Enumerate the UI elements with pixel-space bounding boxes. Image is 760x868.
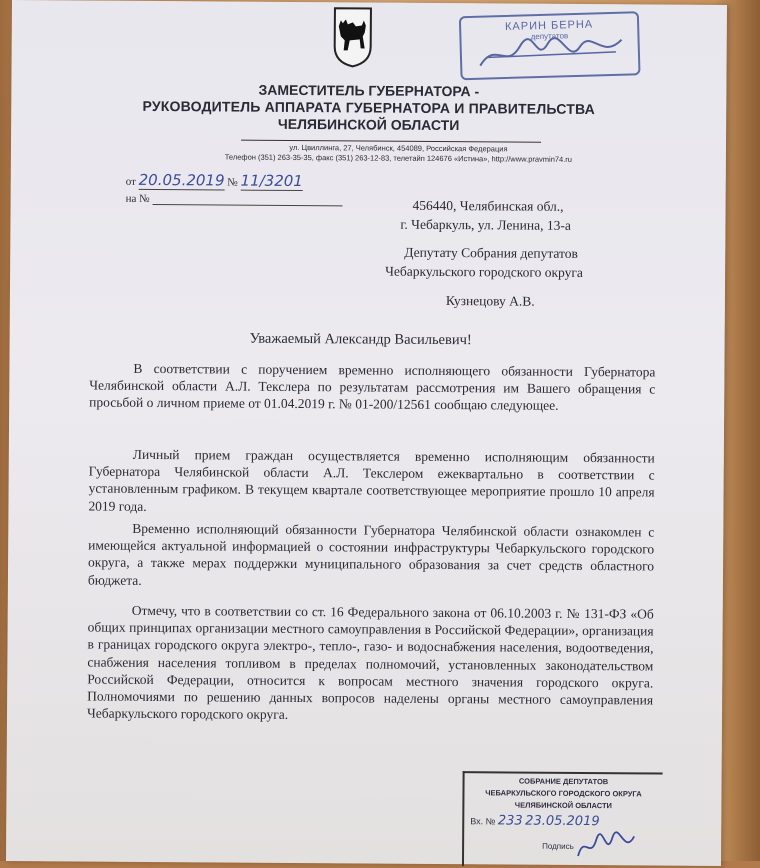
recipient-name: Кузнецову А.В. <box>445 293 535 309</box>
body-paragraph-2 <box>88 446 654 519</box>
recipient-position-line1: Депутату Собрания депутатов <box>404 244 578 261</box>
incoming-registration-stamp <box>462 771 663 867</box>
stamp-top-line2: депутатов <box>530 31 569 42</box>
header-address: ул. Цвиллинга, 27, Челябинск, 454089, Российская Федерация <box>289 142 508 154</box>
reference-line <box>126 193 343 207</box>
letter-page <box>6 0 727 866</box>
reference-prefix: на № <box>125 192 150 205</box>
salutation: Уважаемый Александр Васильевич! <box>249 330 472 349</box>
body-paragraph-2-text: Личный прием граждан осуществляется временно исполняющим обязанности Губернатора Челябинской области А.Л. Текслером ежеквартально в соответствии с установленным графиком. В текущем квартале соответствующее мероприятие прошло 10 апреля 2019 года. <box>88 446 655 514</box>
signature-top-icon <box>475 32 626 76</box>
header-title-line1: ЗАМЕСТИТЕЛЬ ГУБЕРНАТОРА - <box>258 81 480 100</box>
received-stamp-top <box>459 11 641 80</box>
body-paragraph-4-text: Отмечу, что в соответствии со ст. 16 Федерального закона от 06.10.2003 г. № 131-ФЗ «Об общих принципах организации местного самоуправления в Российской Федерации», организация в границах городского округа электро-, тепло-, газо- и водоснабжения населения, водоотведения, снабжения населения топливом в пределах полномочий, установленных законодательством Российской Федерации, относится к вопросам местного значения городского округа. Полномочиями по решению данных вопросов наделены органы местного самоуправления Чебаркульского городского округа. <box>86 602 654 723</box>
recipient-position-line2: Чебаркульского городского округа <box>385 263 583 280</box>
coat-of-arms-icon <box>332 6 374 68</box>
stamp-bottom-line3: ЧЕЛЯБИНСКОЙ ОБЛАСТИ <box>514 800 612 811</box>
incoming-date: 23.05.2019 <box>525 813 600 830</box>
body-paragraph-3 <box>88 520 654 593</box>
registration-date: 20.05.2019 <box>138 170 225 190</box>
header-title-line3: ЧЕЛЯБИНСКОЙ ОБЛАСТИ <box>277 115 460 134</box>
header-contacts: Телефон (351) 263-35-35, факс (351) 263-12-83, телетайп 124676 «Истина», http://www.pravmin74.ru <box>224 152 573 164</box>
stamp-bottom-line1: СОБРАНИЕ ДЕПУТАТОВ <box>518 776 609 787</box>
signature-label: Подпись <box>542 841 574 851</box>
number-prefix: № <box>227 176 238 189</box>
incoming-number-line <box>470 813 599 829</box>
incoming-prefix: Вх. № <box>470 816 496 827</box>
reference-blank <box>152 204 342 206</box>
body-paragraph-1 <box>89 360 655 416</box>
recipient-address-line2: г. Чебаркуль, ул. Ленина, 13-а <box>400 216 571 233</box>
body-paragraph-3-text: Временно исполняющий обязанности Губернатора Челябинской области ознакомлен с имеющейся актуальной информацией о состоянии инфраструктуры Чебаркульского городского округа, а также мерах поддержки муниципального образования за счет средств областного бюджета. <box>87 520 655 588</box>
recipient-address-line1: 456440, Челябинская обл., <box>412 197 564 214</box>
signature-bottom-icon <box>576 830 636 862</box>
registration-line <box>126 171 303 191</box>
body-paragraph-4 <box>87 602 654 726</box>
registration-number: 11/3201 <box>240 171 303 191</box>
incoming-number: 233 <box>497 813 523 829</box>
date-prefix: от <box>125 175 136 188</box>
header-title-line2: РУКОВОДИТЕЛЬ АППАРАТА ГУБЕРНАТОРА И ПРАВИТЕЛЬСТВА <box>142 97 596 118</box>
body-paragraph-1-text: В соответствии с поручением временно исполняющего обязанности Губернатора Челябинской области А.Л. Текслера по результатам рассмотрения им Вашего обращения с просьбой о личном приеме от 01.04.2019 г. № 01-200/12561 сообщаю следующее. <box>89 360 656 414</box>
stamp-bottom-line2: ЧЕБАРКУЛЬСКОГО ГОРОДСКОГО ОКРУГА <box>485 788 642 799</box>
stamp-top-line1: КАРИН БЕРНА <box>504 18 594 33</box>
